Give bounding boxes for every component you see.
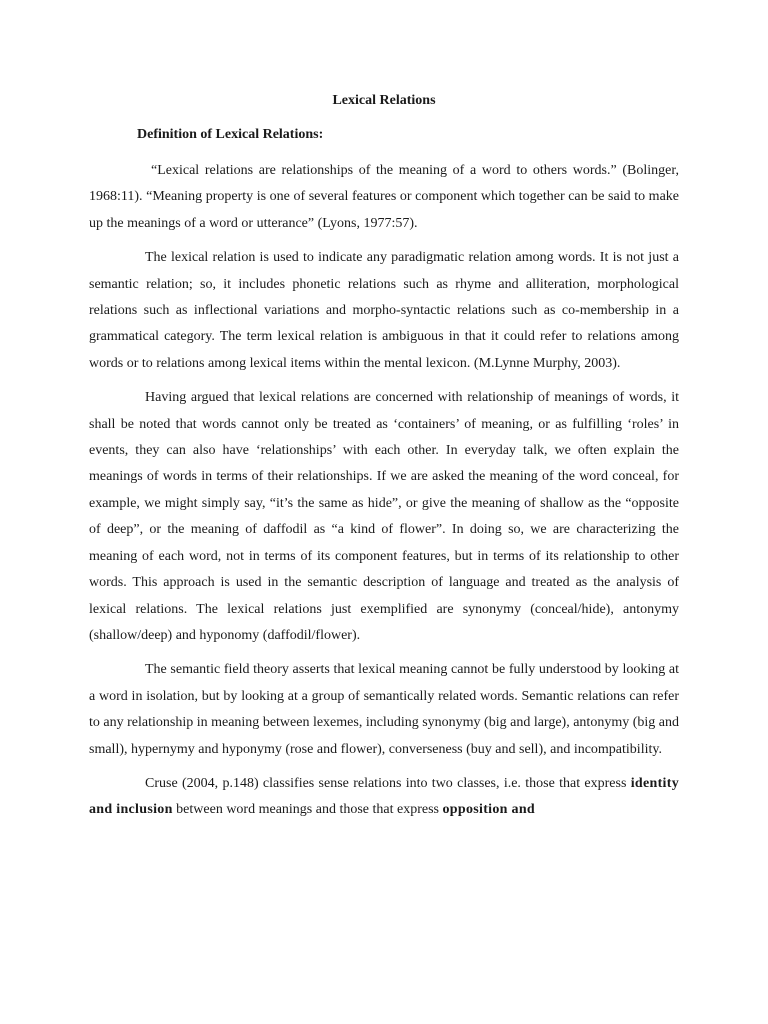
- paragraph-definition-quote: “Lexical relations are relationships of the meaning of a word to others words.” (Bolinger, 1968:11). “Meaning property is one of several features or component which together can be said to make up the meanings of a word or utterance” (Lyons, 1977:57).: [89, 163, 679, 231]
- bold-term-identity-inclusion: identity and inclusion: [89, 775, 679, 818]
- document-title: Lexical Relations: [332, 93, 436, 108]
- section-heading: Definition of Lexical Relations:: [137, 127, 324, 142]
- document-page: [89, 88, 679, 824]
- paragraph-text: between word meanings and those that express: [172, 802, 443, 818]
- paragraph-relationships: Having argued that lexical relations are concerned with relationship of meanings of words, it shall be noted that words cannot only be treated as ‘containers’ of meaning, or as fulfilling ‘roles’ in events, they can also have ‘relationships’ with each other. In everyday talk, we often explain the meanings of words in terms of their relationships. If we are asked the meaning of the word conceal, for example, we might simply say, “it’s the same as hide”, or give the meaning of shallow as the “opposite of deep”, or the meaning of daffodil as “a kind of flower”. In doing so, we are characterizing the meaning of each word, not in terms of its component features, but in terms of its relationship to other words. This approach is used in the semantic description of language and treated as the analysis of lexical relations. The lexical relations just exemplified are synonymy (conceal/hide), antonymy (shallow/deep) and hyponomy (daffodil/flower).: [89, 390, 679, 643]
- bold-term-opposition: opposition and: [442, 802, 536, 818]
- paragraph-cruse-classification: [89, 771, 679, 824]
- paragraph-text: Cruse (2004, p.148) classifies sense relations into two classes, i.e. those that express: [145, 775, 631, 791]
- paragraph-semantic-field: The semantic field theory asserts that lexical meaning cannot be fully understood by looking at a word in isolation, but by looking at a group of semantically related words. Semantic relations can refer to any relationship in meaning between lexemes, including synonymy (big and large), antonymy (big and small), hypernymy and hyponymy (rose and flower), converseness (buy and sell), and incompatibility.: [89, 662, 679, 757]
- paragraph-paradigmatic-relation: The lexical relation is used to indicate any paradigmatic relation among words. It is not just a semantic relation; so, it includes phonetic relations such as rhyme and alliteration, morphological relations such as inflectional variations and morpho-syntactic relations such as co-membership in a grammatical category. The term lexical relation is ambiguous in that it could refer to relations among words or to relations among lexical items within the mental lexicon. (M.Lynne Murphy, 2003).: [89, 250, 679, 371]
